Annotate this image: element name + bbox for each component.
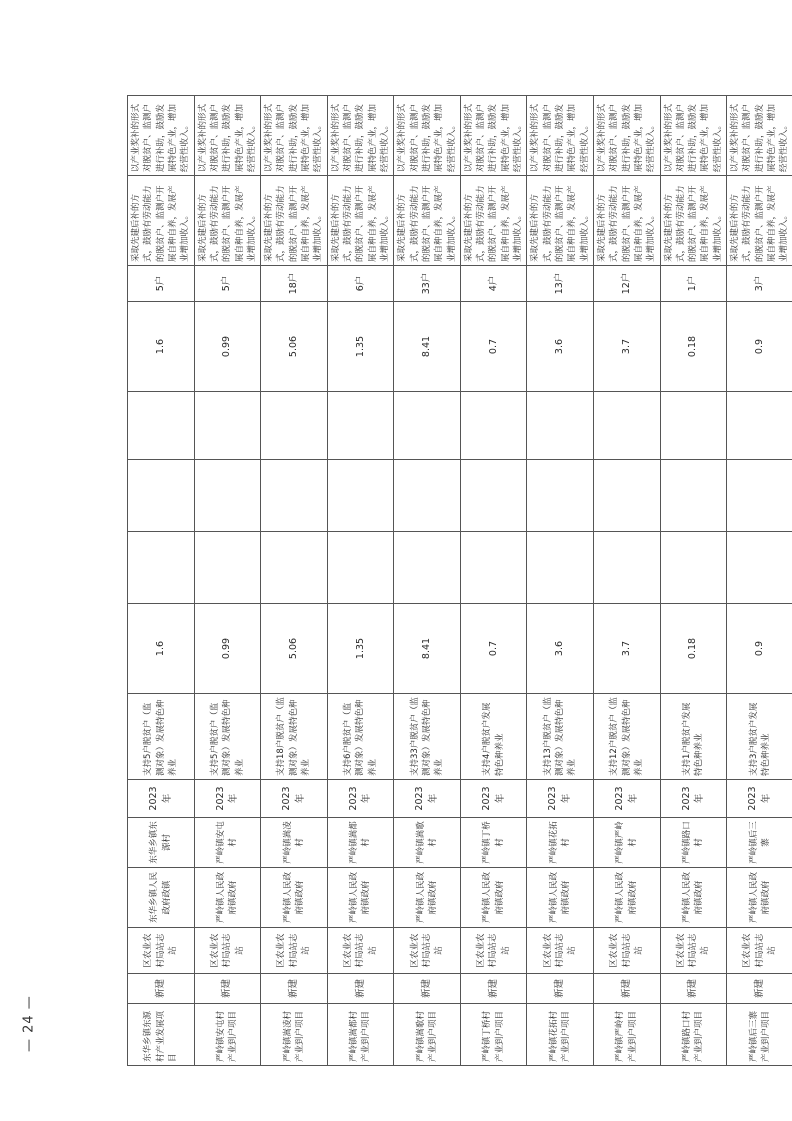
- mechanism-cell: 采取先建后补的方式，鼓励有劳动能力的脱贫户、监测户开展自种自养，发展产业增加收入。: [460, 176, 527, 266]
- mechanism-cell: 采取先建后补的方式，鼓励有劳动能力的脱贫户、监测户开展自种自养，发展产业增加收入。: [261, 176, 328, 266]
- construction-type-cell: 新建: [327, 974, 394, 1004]
- project-name-cell: 严岭镇路口村产业到户项目: [660, 1004, 727, 1066]
- fund-col-3-cell: [593, 392, 660, 460]
- total-fund-cell: 3.6: [527, 604, 594, 694]
- households-cell: 18户: [261, 266, 328, 302]
- content-cell: 支持5户脱贫户（监测对象）发展特色种养业: [128, 694, 195, 780]
- households-cell: 6户: [327, 266, 394, 302]
- location-cell: 严岭镇路口村: [660, 818, 727, 868]
- fund-col-3-cell: [261, 392, 328, 460]
- owner-cell: 严岭镇人民政府镇政府: [327, 868, 394, 928]
- year-cell: 2023年: [727, 780, 792, 818]
- households-cell: 13户: [527, 266, 594, 302]
- fund-col-3-cell: [128, 392, 195, 460]
- fund-col-2-cell: [593, 460, 660, 532]
- total-fund-cell: 0.18: [660, 604, 727, 694]
- project-name-cell: 严岭镇嵩都村产业到户项目: [327, 1004, 394, 1066]
- benefit-cell: 以产业奖补的形式对脱贫户、监测户进行补助，鼓励发展特色产业，增加经营性收入。: [394, 96, 461, 176]
- households-cell: 33户: [394, 266, 461, 302]
- project-name-cell: 严岭镇嵩凌村产业到户项目: [261, 1004, 328, 1066]
- year-cell: 2023年: [593, 780, 660, 818]
- content-cell: 支持12户脱贫户（监测对象）发展特色种养业: [593, 694, 660, 780]
- owner-cell: 严岭镇人民政府镇政府: [394, 868, 461, 928]
- content-cell: 支持18户脱贫户（监测对象）发展特色种养业: [261, 694, 328, 780]
- location-cell: 严岭镇花拓村: [527, 818, 594, 868]
- local-fund-cell: 8.41: [394, 302, 461, 392]
- local-fund-cell: 1.6: [128, 302, 195, 392]
- department-cell: 区农业农村局站志站: [128, 928, 195, 974]
- department-cell: 区农业农村局站志站: [527, 928, 594, 974]
- location-cell: 严岭镇安屯村: [194, 818, 261, 868]
- content-cell: 支持1户脱贫户发展特色种养业: [660, 694, 727, 780]
- fund-col-3-cell: [327, 392, 394, 460]
- content-cell: 支持4户脱贫户发展特色种养业: [460, 694, 527, 780]
- local-fund-cell: 0.99: [194, 302, 261, 392]
- department-cell: 区农业农村局站志站: [194, 928, 261, 974]
- fund-col-3-cell: [460, 392, 527, 460]
- fund-col-2-cell: [194, 460, 261, 532]
- construction-type-cell: 新建: [527, 974, 594, 1004]
- benefit-cell: 以产业奖补的形式对脱贫户、监测户进行补助，鼓励发展特色产业，增加经营性收入。: [460, 96, 527, 176]
- construction-type-cell: 新建: [593, 974, 660, 1004]
- local-fund-cell: 5.06: [261, 302, 328, 392]
- total-fund-cell: 0.99: [194, 604, 261, 694]
- total-fund-cell: 5.06: [261, 604, 328, 694]
- fund-col-1-cell: [527, 532, 594, 604]
- table-row: [660, 96, 727, 1066]
- total-fund-cell: 8.41: [394, 604, 461, 694]
- fund-col-2-cell: [394, 460, 461, 532]
- page-number: — 24 —: [21, 995, 37, 1053]
- households-cell: 4户: [460, 266, 527, 302]
- fund-col-2-cell: [261, 460, 328, 532]
- project-name-cell: 严岭镇后三寨产业到户项目: [727, 1004, 792, 1066]
- fund-col-2-cell: [327, 460, 394, 532]
- location-cell: 东华乡镇东源村: [128, 818, 195, 868]
- content-cell: 支持33户脱贫户（监测对象）发展特色种养业: [394, 694, 461, 780]
- fund-col-2-cell: [527, 460, 594, 532]
- construction-type-cell: 新建: [460, 974, 527, 1004]
- table-row: [261, 96, 328, 1066]
- benefit-cell: 以产业奖补的形式对脱贫户、监测户进行补助，鼓励发展特色产业，增加经营性收入。: [593, 96, 660, 176]
- construction-type-cell: 新建: [128, 974, 195, 1004]
- year-cell: 2023年: [128, 780, 195, 818]
- content-cell: 支持13户脱贫户（监测对象）发展特色种养业: [527, 694, 594, 780]
- construction-type-cell: 新建: [660, 974, 727, 1004]
- fund-col-1-cell: [460, 532, 527, 604]
- construction-type-cell: 新建: [394, 974, 461, 1004]
- local-fund-cell: 3.7: [593, 302, 660, 392]
- department-cell: 区农业农村局站志站: [261, 928, 328, 974]
- table-row: [527, 96, 594, 1066]
- fund-col-2-cell: [460, 460, 527, 532]
- mechanism-cell: 采取先建后补的方式，鼓励有劳动能力的脱贫户、监测户开展自种自养，发展产业增加收入。: [593, 176, 660, 266]
- owner-cell: 严岭镇人民政府镇政府: [593, 868, 660, 928]
- year-cell: 2023年: [460, 780, 527, 818]
- project-name-cell: 东华乡镇东源村产业发展项目: [128, 1004, 195, 1066]
- fund-col-3-cell: [394, 392, 461, 460]
- project-name-cell: 严岭镇嵩歌村产业到户项目: [394, 1004, 461, 1066]
- fund-col-3-cell: [660, 392, 727, 460]
- fund-col-2-cell: [660, 460, 727, 532]
- table-row: [327, 96, 394, 1066]
- project-table-rotated: [127, 96, 790, 1066]
- department-cell: 区农业农村局站志站: [593, 928, 660, 974]
- total-fund-cell: 3.7: [593, 604, 660, 694]
- total-fund-cell: 1.6: [128, 604, 195, 694]
- owner-cell: 严岭镇人民政府镇政府: [527, 868, 594, 928]
- mechanism-cell: 采取先建后补的方式，鼓励有劳动能力的脱贫户、监测户开展自种自养，发展产业增加收入。: [327, 176, 394, 266]
- fund-col-1-cell: [593, 532, 660, 604]
- department-cell: 区农业农村局站志站: [460, 928, 527, 974]
- construction-type-cell: 新建: [727, 974, 792, 1004]
- mechanism-cell: 采取先建后补的方式，鼓励有劳动能力的脱贫户、监测户开展自种自养，发展产业增加收入。: [194, 176, 261, 266]
- local-fund-cell: 0.7: [460, 302, 527, 392]
- table-row: [394, 96, 461, 1066]
- total-fund-cell: 0.7: [460, 604, 527, 694]
- mechanism-cell: 采取先建后补的方式，鼓励有劳动能力的脱贫户、监测户开展自种自养，发展产业增加收入。: [394, 176, 461, 266]
- construction-type-cell: 新建: [261, 974, 328, 1004]
- fund-col-1-cell: [394, 532, 461, 604]
- total-fund-cell: 1.35: [327, 604, 394, 694]
- location-cell: 严岭镇后三寨: [727, 818, 792, 868]
- owner-cell: 严岭镇人民政府镇政府: [727, 868, 792, 928]
- households-cell: 12户: [593, 266, 660, 302]
- mechanism-cell: 采取先建后补的方式，鼓励有劳动能力的脱贫户、监测户开展自种自养，发展产业增加收入。: [128, 176, 195, 266]
- year-cell: 2023年: [527, 780, 594, 818]
- department-cell: 区农业农村局站志站: [394, 928, 461, 974]
- total-fund-cell: 0.9: [727, 604, 792, 694]
- year-cell: 2023年: [660, 780, 727, 818]
- mechanism-cell: 采取先建后补的方式，鼓励有劳动能力的脱贫户、监测户开展自种自养，发展产业增加收入。: [727, 176, 792, 266]
- year-cell: 2023年: [394, 780, 461, 818]
- benefit-cell: 以产业奖补的形式对脱贫户、监测户进行补助，鼓励发展特色产业，增加经营性收入。: [194, 96, 261, 176]
- fund-col-1-cell: [727, 532, 792, 604]
- benefit-cell: 以产业奖补的形式对脱贫户、监测户进行补助，鼓励发展特色产业，增加经营性收入。: [527, 96, 594, 176]
- project-name-cell: 严岭镇花拓村产业到户项目: [527, 1004, 594, 1066]
- location-cell: 严岭镇丁桥村: [460, 818, 527, 868]
- location-cell: 严岭镇嵩凌村: [261, 818, 328, 868]
- department-cell: 区农业农村局站志站: [660, 928, 727, 974]
- content-cell: 支持3户脱贫户发展特色种养业: [727, 694, 792, 780]
- local-fund-cell: 0.18: [660, 302, 727, 392]
- fund-col-1-cell: [660, 532, 727, 604]
- fund-col-1-cell: [128, 532, 195, 604]
- location-cell: 严岭镇嵩都村: [327, 818, 394, 868]
- owner-cell: 严岭镇人民政府镇政府: [261, 868, 328, 928]
- fund-col-3-cell: [727, 392, 792, 460]
- local-fund-cell: 1.35: [327, 302, 394, 392]
- year-cell: 2023年: [327, 780, 394, 818]
- project-name-cell: 严岭镇严岭村产业到户项目: [593, 1004, 660, 1066]
- benefit-cell: 以产业奖补的形式对脱贫户、监测户进行补助，鼓励发展特色产业，增加经营性收入。: [261, 96, 328, 176]
- mechanism-cell: 采取先建后补的方式，鼓励有劳动能力的脱贫户、监测户开展自种自养，发展产业增加收入。: [527, 176, 594, 266]
- mechanism-cell: 采取先建后补的方式，鼓励有劳动能力的脱贫户、监测户开展自种自养，发展产业增加收入。: [660, 176, 727, 266]
- benefit-cell: 以产业奖补的形式对脱贫户、监测户进行补助，鼓励发展特色产业，增加经营性收入。: [128, 96, 195, 176]
- content-cell: 支持6户脱贫户（监测对象）发展特色种养业: [327, 694, 394, 780]
- benefit-cell: 以产业奖补的形式对脱贫户、监测户进行补助，鼓励发展特色产业，增加经营性收入。: [727, 96, 792, 176]
- content-cell: 支持5户脱贫户（监测对象）发展特色种养业: [194, 694, 261, 780]
- location-cell: 严岭镇严岭村: [593, 818, 660, 868]
- fund-col-3-cell: [194, 392, 261, 460]
- owner-cell: 严岭镇人民政府镇政府: [660, 868, 727, 928]
- project-name-cell: 严岭镇安屯村产业到户项目: [194, 1004, 261, 1066]
- owner-cell: 严岭镇人民政府镇政府: [194, 868, 261, 928]
- table-row: [593, 96, 660, 1066]
- households-cell: 5户: [194, 266, 261, 302]
- households-cell: 5户: [128, 266, 195, 302]
- table-row: [460, 96, 527, 1066]
- owner-cell: 严岭镇人民政府镇政府: [460, 868, 527, 928]
- department-cell: 区农业农村局站志站: [327, 928, 394, 974]
- department-cell: 区农业农村局站志站: [727, 928, 792, 974]
- households-cell: 1户: [660, 266, 727, 302]
- fund-col-1-cell: [261, 532, 328, 604]
- local-fund-cell: 0.9: [727, 302, 792, 392]
- owner-cell: 东华乡镇人民政府政镇: [128, 868, 195, 928]
- location-cell: 严岭镇嵩歌村: [394, 818, 461, 868]
- fund-col-2-cell: [727, 460, 792, 532]
- benefit-cell: 以产业奖补的形式对脱贫户、监测户进行补助，鼓励发展特色产业，增加经营性收入。: [660, 96, 727, 176]
- fund-col-3-cell: [527, 392, 594, 460]
- fund-col-1-cell: [194, 532, 261, 604]
- table-row: [128, 96, 195, 1066]
- year-cell: 2023年: [194, 780, 261, 818]
- local-fund-cell: 3.6: [527, 302, 594, 392]
- households-cell: 3户: [727, 266, 792, 302]
- fund-col-2-cell: [128, 460, 195, 532]
- table-row: [194, 96, 261, 1066]
- fund-col-1-cell: [327, 532, 394, 604]
- year-cell: 2023年: [261, 780, 328, 818]
- table-row: [727, 96, 792, 1066]
- project-name-cell: 严岭镇丁桥村产业到户项目: [460, 1004, 527, 1066]
- construction-type-cell: 新建: [194, 974, 261, 1004]
- benefit-cell: 以产业奖补的形式对脱贫户、监测户进行补助，鼓励发展特色产业，增加经营性收入。: [327, 96, 394, 176]
- project-table: [127, 95, 792, 1066]
